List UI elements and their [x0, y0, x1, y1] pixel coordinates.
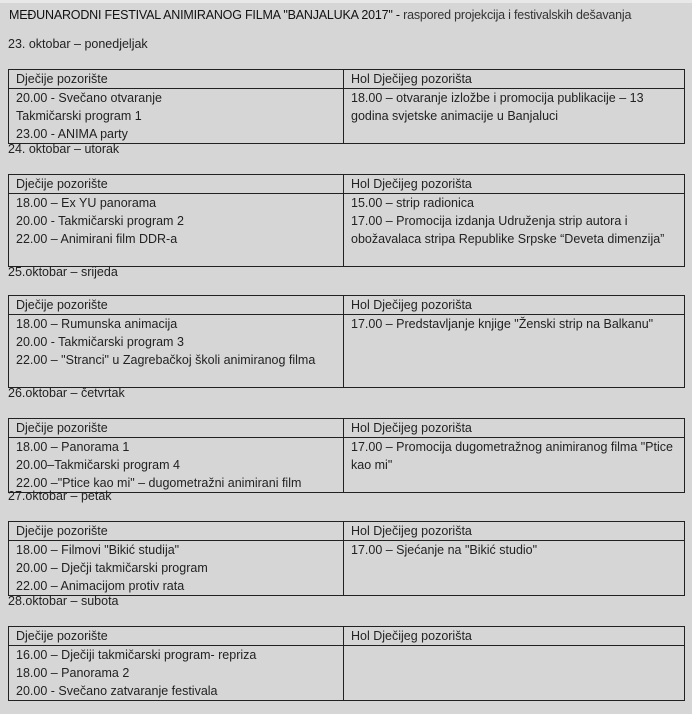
hall-events	[344, 646, 685, 701]
hall-events	[344, 89, 685, 144]
table-header-row	[9, 522, 685, 541]
event-item: 18.00 – Rumunska animacija	[16, 317, 178, 331]
event-item: Takmičarski program 1	[16, 109, 142, 123]
event-item: 18.00 – Panorama 2	[16, 666, 130, 680]
table-header-row	[9, 627, 685, 646]
schedule-table	[8, 174, 685, 267]
day-label: 24. oktobar – utorak	[8, 142, 120, 156]
venue-header-main: Dječije pozorište	[9, 70, 344, 89]
event-item: 18.00 – Ex YU panorama	[16, 196, 157, 210]
hall-events	[344, 194, 685, 267]
event-item: 22.00 –"Ptice kao mi" – dugometražni animirani film	[16, 476, 302, 490]
hall-events	[344, 315, 685, 388]
table-row	[9, 646, 685, 701]
table-row	[9, 89, 685, 144]
table-row	[9, 194, 685, 267]
event-item: 18.00 – Filmovi "Bikić studija"	[16, 543, 180, 557]
table-row	[9, 438, 685, 493]
day-label: 27.oktobar – petak	[8, 489, 112, 503]
event-item: 18.00 – Panorama 1	[16, 440, 130, 454]
schedule-table	[8, 69, 685, 144]
venue-header-main: Dječije pozorište	[9, 522, 344, 541]
event-item: 17.00 – Promocija dugometražnog animiranog filma "Ptice kao mi"	[351, 440, 673, 472]
venue-header-hall: Hol Dječijeg pozorišta	[344, 522, 685, 541]
event-item: 18.00 – otvaranje izložbe i promocija publikacije – 13 godina svjetske animacije u Banjaluci	[351, 91, 644, 123]
venue-header-hall: Hol Dječijeg pozorišta	[344, 419, 685, 438]
event-item: 22.00 – Animacijom protiv rata	[16, 579, 185, 593]
page-title	[9, 8, 631, 22]
schedule-table	[8, 626, 685, 701]
venue-header-main: Dječije pozorište	[9, 419, 344, 438]
event-item: 16.00 – Dječiji takmičarski program- repriza	[16, 648, 257, 662]
day-label: 26.oktobar – četvrtak	[8, 386, 125, 400]
day-label: 28.oktobar – subota	[8, 594, 119, 608]
table-header-row	[9, 70, 685, 89]
event-item: 15.00 – strip radionica	[351, 196, 474, 210]
event-item: 20.00 - Svečano otvaranje	[16, 91, 162, 105]
schedule-table	[8, 295, 685, 388]
event-item: 23.00 - ANIMA party	[16, 127, 128, 141]
schedule-table	[8, 418, 685, 493]
table-header-row	[9, 419, 685, 438]
event-item: 20.00–Takmičarski program 4	[16, 458, 180, 472]
event-item: 20.00 - Takmičarski program 2	[16, 214, 184, 228]
main-venue-events	[9, 89, 344, 144]
event-item: 20.00 - Svečano zatvaranje festivala	[16, 684, 218, 698]
table-header-row	[9, 175, 685, 194]
event-item: 17.00 – Sjećanje na "Bikić studio"	[351, 543, 538, 557]
table-row	[9, 541, 685, 596]
venue-header-hall: Hol Dječijeg pozorišta	[344, 627, 685, 646]
main-venue-events	[9, 315, 344, 388]
title-subtitle: raspored projekcija i festivalskih dešavanja	[399, 8, 632, 22]
day-label: 23. oktobar – ponedjeljak	[8, 37, 148, 51]
hall-events	[344, 438, 685, 493]
day-label: 25.oktobar – srijeda	[8, 265, 118, 279]
event-item: 17.00 – Promocija izdanja Udruženja strip autora i obožavalaca stripa Republike Srpske “Deveta dimenzija”	[351, 214, 665, 246]
main-venue-events	[9, 646, 344, 701]
table-header-row	[9, 296, 685, 315]
venue-header-hall: Hol Dječijeg pozorišta	[344, 296, 685, 315]
event-item: 17.00 – Predstavljanje knjige "Ženski strip na Balkanu"	[351, 317, 654, 331]
event-item: 22.00 – "Stranci" u Zagrebačkoj školi animiranog filma	[16, 353, 316, 367]
main-venue-events	[9, 194, 344, 267]
table-row	[9, 315, 685, 388]
event-item: 22.00 – Animirani film DDR-a	[16, 232, 178, 246]
main-venue-events	[9, 438, 344, 493]
main-venue-events	[9, 541, 344, 596]
venue-header-main: Dječije pozorište	[9, 296, 344, 315]
venue-header-hall: Hol Dječijeg pozorišta	[344, 175, 685, 194]
venue-header-main: Dječije pozorište	[9, 627, 344, 646]
event-item: 20.00 – Dječji takmičarski program	[16, 561, 208, 575]
venue-header-hall: Hol Dječijeg pozorišta	[344, 70, 685, 89]
title-bold: MEĐUNARODNI FESTIVAL ANIMIRANOG FILMA "BANJALUKA 2017" -	[9, 8, 400, 22]
top-border	[0, 0, 692, 3]
hall-events	[344, 541, 685, 596]
schedule-table	[8, 521, 685, 596]
venue-header-main: Dječije pozorište	[9, 175, 344, 194]
event-item: 20.00 - Takmičarski program 3	[16, 335, 184, 349]
